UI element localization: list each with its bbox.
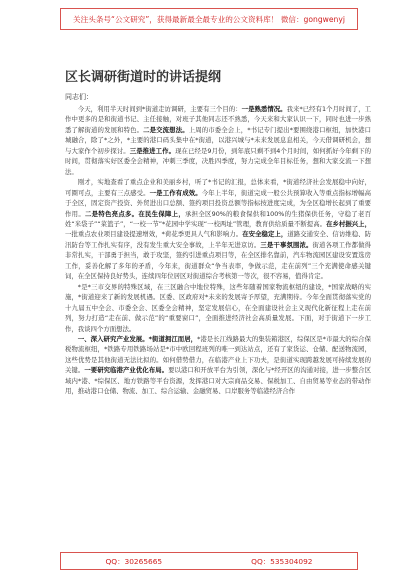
- paragraph-3: *是*三市交界的特殊区域，在三区融合中地位特殊，这些年随着国家物流枢纽的建设，*国家战略的实施，*街道迎来了新的发展机遇。区委、区政府对*未来的发展寄予厚望，充满期待。今年全面贯彻落实党的十九届五中全会、市委全会、区委全会精神，坚定发展信心，在全面建设社会主义现代化新征程上走在前列，努力打造“走在前、做示范”的“重要窗口”，全面推进经济社会高质量发展。下面，对于街道下一步工作，我谈四个方面想法。: [65, 282, 371, 333]
- document-body: [65, 104, 371, 549]
- bottom-contact-banner: [60, 552, 358, 570]
- top-promo-text: 关注头条号“公文研究”，获得最新最全最专业的公文资料库！ 微信：gongwenyj: [73, 14, 345, 24]
- contact-qq-2: QQ：535304092: [251, 556, 313, 566]
- paragraph-1: 今天，利用半天时间到*街道走访调研，主要有三个目的：一是熟悉情况。我来*已经有1个月时间了，工作中更多的是和街道书记、主任接触，对班子其他同志还不熟悉，今天来和大家认识一下，同时也进一步熟悉了解街道的发展和特色。二是交流想法。上周的市委全会上，*书记专门提出*要围绕港口枢纽，加快港口城融合，除了*之外，*主要的港口码头集中在*街道，以港兴城与*未来发展息息相关，今天借调研机会，想与大家作个初步探讨。三是推进工作。现在已经是9月份，到年底只剩不到4个月时间，如何抓好今年剩下的时间，贯彻落实好区委全会精神，冲刺三季度，决胜四季度，努力完成全年目标任务，想和大家交流一下想法。: [65, 105, 371, 176]
- section-1-paragraph: 一、深入研究产业发展。*街道拥江而居，*港是长江线路最大的集装箱港区，综保区是*市最大的综合保税物流枢纽，*铁路专用铁路场站是*市中欧回程班列的唯一到达站点，还有了家货运、仓储、配送物流园，这些优势是其他街道无法比拟的。如何借势借力，在临港产业上下功夫，是街道实现跨越发展可持续发展的关键。一要研究临港产业优化布局。要以港口和开放平台为引领，深化与*经开区的沟通对接，进一步整合区域内*港、*综保区、地方铁路等平台资源，发挥港口对大宗商品交易、保税加工、自由贸易等业态的带动作用，推动港口仓储、物流、加工、综合运输、金融贸易、口岸服务等临港经济合作: [65, 334, 371, 396]
- top-promo-banner: [60, 8, 358, 30]
- contact-qq-1: QQ：30265665: [105, 556, 163, 566]
- document-title: 区长调研街道时的讲话提纲: [65, 70, 222, 85]
- section-1-heading: 一、深入研究产业发展。: [77, 334, 149, 343]
- salutation: 同志们：: [65, 93, 93, 101]
- paragraph-2: 刚才，实地查看了重点企业和美丽乡村，听了*书记的汇报，总体来看，*街道经济社会发展稳中向好，可圈可点，主要有三点感受。一是工作有成效。今年上半年，街道完成一般公共预算收入等重点指标增幅高于全区，固定资产投资、外贸进出口总额、签约项目投资总额等指标按进度完成，为全区稳增长起到了重要作用。二是特色亮点多。在民生保障上，承担全区90%的粮食保供和100%的生猪保供任务，守稳了老百姓“米袋子”“菜篮子”，“一校一节”*花园中学实现“一校两址”管理，教育供给质量不断提高。在乡村振兴上，一批重点农业项目建设提速增效，*荷花季更具人气和影响力。在安全稳定上，道路交通安全、信访维稳、防汛防台等工作扎实有序，没有发生重大安全事故，上半年无进京访。三是干事氛围浓。街道各项工作都做得非常扎实，干部勇于担当，敢于攻坚，签约引进重点项目等，在全区排名靠前，汽车物流园区建设安置选房工作，妥善化解了多年的矛盾，今年来，街道群众“争当表率，争做示范，走在前列”三个充满使命感关键词，在全区保持良好势头，连续四年位居区对街道综合考核第一等次，很不容易，值得肯定。: [65, 178, 371, 281]
